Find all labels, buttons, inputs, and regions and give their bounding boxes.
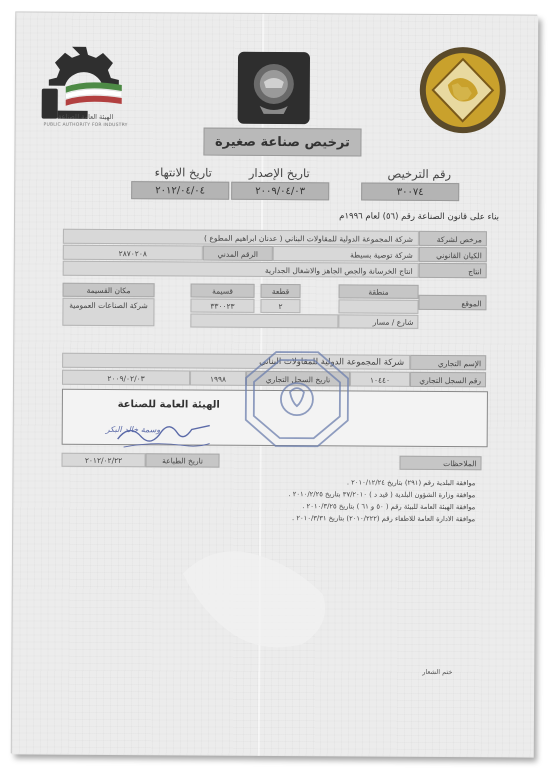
- legal-entity-value: شركة توصية بسيطة: [273, 246, 419, 262]
- area-header: منطقة: [339, 284, 419, 298]
- expiry-date-value: ٢٠١٢/٠٤/٠٤: [131, 181, 229, 200]
- issue-date-value: ٢٠٠٩/٠٤/٠٣: [231, 182, 329, 201]
- handwritten-signature: [114, 417, 214, 458]
- print-date-value: ٢٠١٢/٠٢/٢٢: [61, 453, 145, 468]
- legal-entity-label: الكيان القانوني: [419, 247, 487, 262]
- watermark-map: [172, 533, 353, 654]
- authority-name-ar: الهيئة العامة للصناعة: [57, 112, 114, 122]
- note-item: موافقة البلدية رقم (٢٩١) بتاريخ ٢٠١٠/١٢/٢٤ .: [346, 478, 476, 488]
- plot-header: قسيمة: [191, 283, 255, 297]
- expiry-date-label: تاريخ الانتهاء: [154, 165, 212, 180]
- signer-name: وسمة خالد البكر: [105, 424, 161, 435]
- cr-date-label: تاريخ السجل التجاري: [246, 371, 350, 387]
- cr-date-value: ٢٠٠٩/٠٢/٠٣: [62, 370, 190, 386]
- licensee-value: شركة المجموعة الدولية للمقاولات البناني ( عدنان ابراهيم المطوع ): [63, 229, 419, 246]
- cr-number-value: ١٠٤٤٠: [350, 371, 410, 386]
- law-reference: بناء على قانون الصناعة رقم (٥٦) لعام ١٩٩٦م: [339, 211, 500, 223]
- trade-name-value: شركة المجموعة الدولية للمقاولات البناني: [62, 353, 410, 370]
- cr-number-label: رقم السجل التجاري: [410, 372, 486, 387]
- plot-place-header: مكان القسيمة: [63, 283, 155, 298]
- cr-year-value: ١٩٩٨: [190, 370, 246, 385]
- license-document: [12, 12, 539, 757]
- block-header: قطعة: [261, 284, 301, 298]
- note-item: موافقة وزارة الشؤون البلدية ( قيد د ) ٣٧/٢٠١٠ بتاريخ ٢٠١٠/٢/٢٥ .: [288, 490, 476, 500]
- note-item: موافقة الهيئة العامة للبيئة رقم ( ٥٠ و ٦١ ) بتاريخ ٢٠١٠/٣/٢٥ .: [302, 502, 476, 512]
- authority-name-en: PUBLIC AUTHORITY FOR INDUSTRY: [43, 122, 128, 129]
- state-emblem: [238, 52, 310, 124]
- authority-signature-label: الهيئة العامة للصناعة: [117, 399, 220, 411]
- license-number-label: رقم الترخيص: [387, 166, 452, 182]
- emblem-icon: [238, 52, 310, 124]
- document-title: ترخيص صناعة صغيرة: [203, 128, 361, 157]
- street-value: [190, 313, 338, 328]
- notes-label: الملاحظات: [399, 456, 481, 471]
- location-label: الموقع: [418, 295, 486, 310]
- trade-name-label: الإسم التجاري: [410, 355, 486, 370]
- plot-value: ٣٣٠٠٢٣: [190, 298, 254, 312]
- note-item: موافقة الادارة العامة للاطفاء رقم (٢٠١٠/٢٢٢) بتاريخ ٢٠١٠/٣/٣١ .: [292, 514, 476, 524]
- area-value: [338, 299, 418, 313]
- footer-signature: ختم الشعار: [422, 667, 453, 677]
- block-value: ٢: [260, 299, 300, 313]
- authority-stamp: [240, 348, 355, 451]
- license-number-value: ٣٠٠٧٤: [361, 183, 459, 202]
- print-date-label: تاريخ الطباعة: [145, 453, 219, 467]
- civil-number-value: ٢٨٧٠٢٠٨: [63, 245, 203, 261]
- street-label: شارع / مسار: [338, 314, 418, 328]
- gcc-seal: [418, 45, 509, 136]
- licensee-label: مرخص لشركة: [419, 231, 487, 246]
- civil-number-label: الرقم المدني: [203, 246, 273, 261]
- plot-place-value: شركة الصناعات العمومية: [62, 298, 154, 327]
- product-label: انتاج: [419, 263, 487, 278]
- issue-date-label: تاريخ الإصدار: [248, 165, 310, 181]
- product-value: انتاج الخرسانة والجص الجاهز والاشغال الجدارية: [63, 261, 419, 278]
